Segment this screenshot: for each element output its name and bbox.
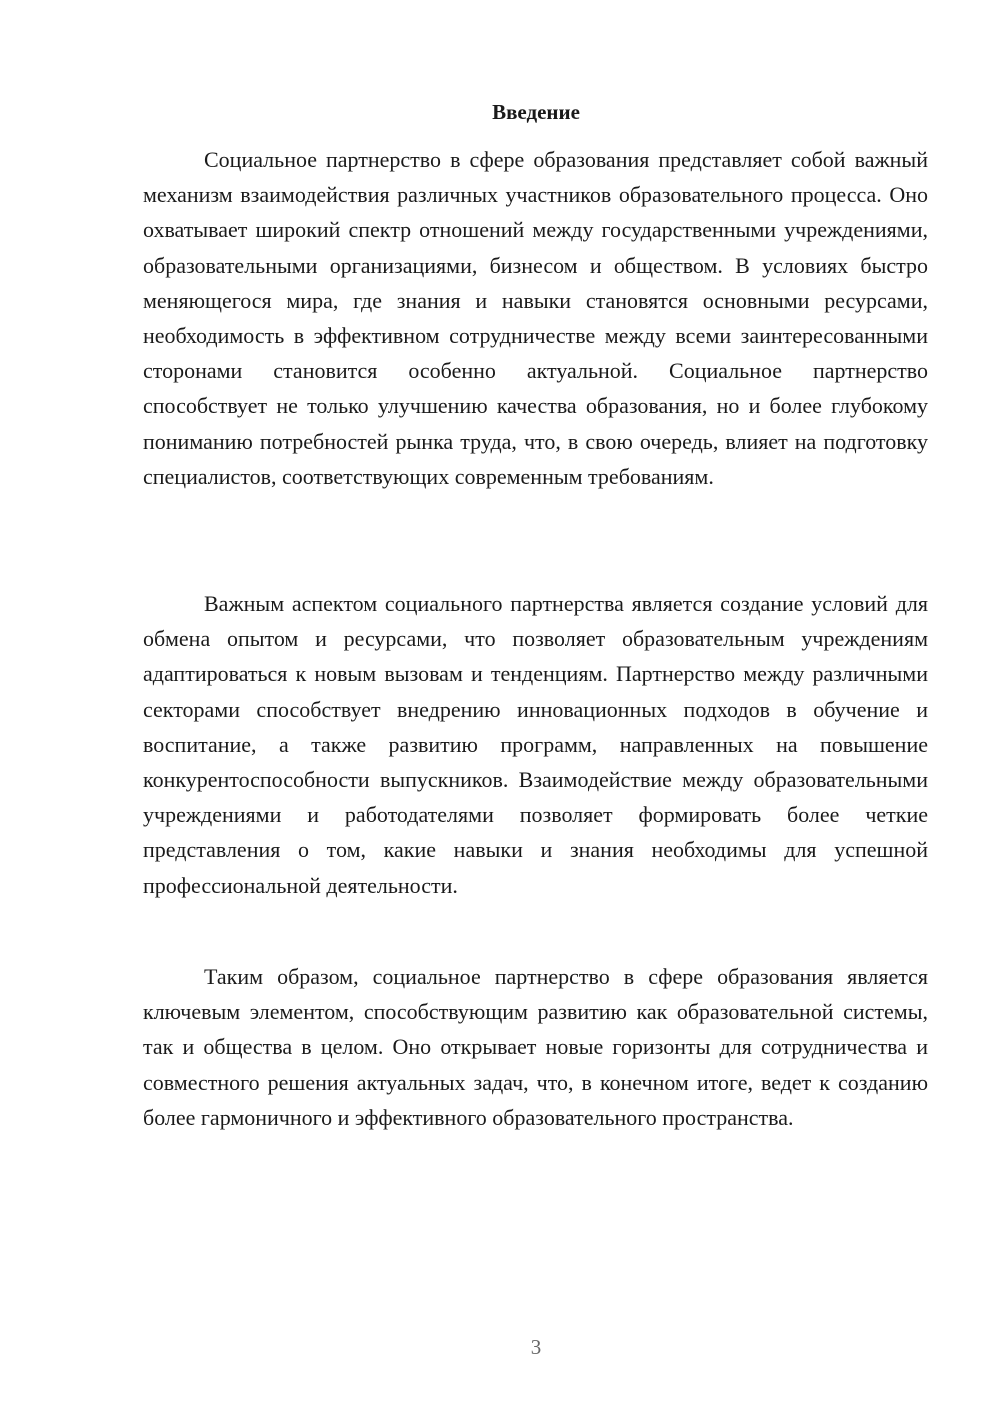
paragraph-text: Таким образом, социальное партнерство в сфере образования является ключевым элементом, способствующим развитию как образовательной системы, так и общества в целом. Оно открывает новые горизонты для сотрудничества и совместного решения актуальных задач, что, в конечном итоге, ведет к созданию более гармоничного и эффективного образовательного пространства.: [143, 964, 928, 1130]
section-heading: Введение: [492, 100, 580, 124]
page-number: 3: [530, 1335, 542, 1359]
paragraph-text: Важным аспектом социального партнерства является создание условий для обмена опытом и ресурсами, что позволяет образовательным учреждениям адаптироваться к новым вызовам и тенденциям. Партнерство между различными секторами способствует внедрению инновационных подходов в обучение и воспитание, а также развитию программ, направленных на повышение конкурентоспособности выпускников. Взаимодействие между образовательными учреждениями и работодателями позволяет формировать более четкие представления о том, какие навыки и знания необходимы для успешной профессиональной деятельности.: [143, 591, 928, 898]
paragraph-1: [143, 142, 928, 494]
paragraph-3: [143, 959, 928, 1135]
paragraph-text: Социальное партнерство в сфере образования представляет собой важный механизм взаимодействия различных участников образовательного процесса. Оно охватывает широкий спектр отношений между государственными учреждениями, образовательными организациями, бизнесом и обществом. В условиях быстро меняющегося мира, где знания и навыки становятся основными ресурсами, необходимость в эффективном сотрудничестве между всеми заинтересованными сторонами становится особенно актуальной. Социальное партнерство способствует не только улучшению качества образования, но и более глубокому пониманию потребностей рынка труда, что, в свою очередь, влияет на подготовку специалистов, соответствующих современным требованиям.: [143, 147, 928, 489]
paragraph-2: [143, 586, 928, 903]
